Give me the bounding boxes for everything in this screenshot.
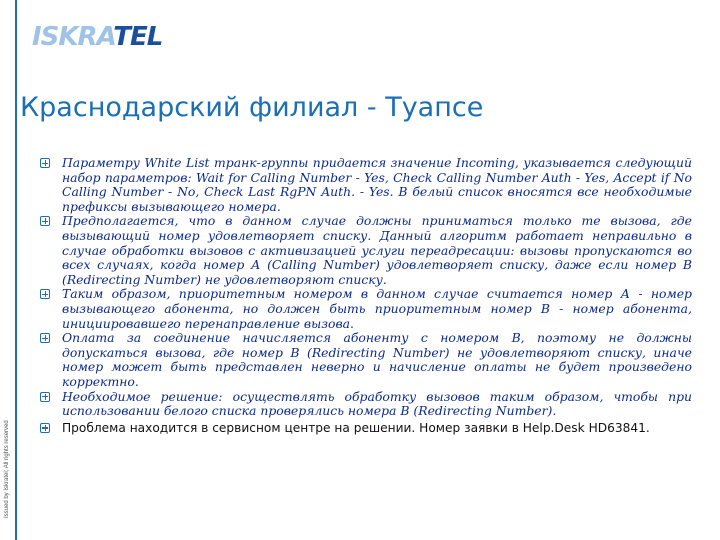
iskratel-logo — [32, 22, 162, 52]
bullet-item — [38, 421, 692, 436]
logo-part2: TEL — [113, 22, 163, 52]
bullet-item — [38, 287, 692, 331]
bullet-text: Оплата за соединение начисляется абоненту с номером В, поэтому не должны допускаться вызова, где номер В (Redirecting Number) не удовлетворяют списку, иначе номер может быть представлен неверно и начисление оплаты не будет произведено корректно. — [62, 330, 692, 389]
bullet-item — [38, 156, 692, 214]
plus-box-icon — [40, 289, 50, 299]
bullet-text: Таким образом, приоритетным номером в данном случае считается номер А - номер вызывающего абонента, но должен быть приоритетным номер В - номер абонента, инициировавшего перенаправление вызова. — [62, 286, 692, 331]
left-accent-line — [15, 0, 17, 540]
bullet-text: Предполагается, что в данном случае должны приниматься только те вызова, где вызывающий номер удовлетворяет списку. Данный алгоритм работает неправильно в случае обработки вызовов с активизацией услуги переадресации: вызовы пропускаются во всех случаях, когда номер А (Calling Number) удовлетворяет списку, даже если номер В (Redirecting Number) не удовлетворяют списку. — [62, 213, 692, 287]
bullet-text: Необходимое решение: осуществлять обработку вызовов таким образом, чтобы при использовании белого списка проверялись номера В (Redirecting Number). — [62, 388, 692, 419]
bullet-item — [38, 214, 692, 287]
bullet-text: Параметру White List транк-группы придается значение Incoming, указывается следующий набор параметров: Wait for Calling Number - Yes, Check Calling Number Auth - Yes, Accept if No Calling Number - No, Check Last RgPN Auth. - Yes. В белый список вносятся все необходимые префиксы вызывающего номера. — [62, 155, 692, 214]
slide-title: Краснодарский филиал - Туапсе — [20, 92, 484, 123]
bullet-item — [38, 331, 692, 389]
logo-part1: ISKRA — [32, 22, 114, 52]
bullet-list — [38, 156, 692, 435]
plus-box-icon — [40, 216, 50, 226]
bullet-item — [38, 390, 692, 419]
copyright-note: Issued by Iskratel; All rights reserved — [4, 420, 10, 518]
plus-box-icon — [40, 423, 50, 433]
plus-box-icon — [40, 158, 50, 168]
plus-box-icon — [40, 333, 50, 343]
plus-box-icon — [40, 392, 50, 402]
bullet-text: Проблема находится в сервисном центре на решении. Номер заявки в Help.Desk HD63841. — [62, 420, 650, 435]
